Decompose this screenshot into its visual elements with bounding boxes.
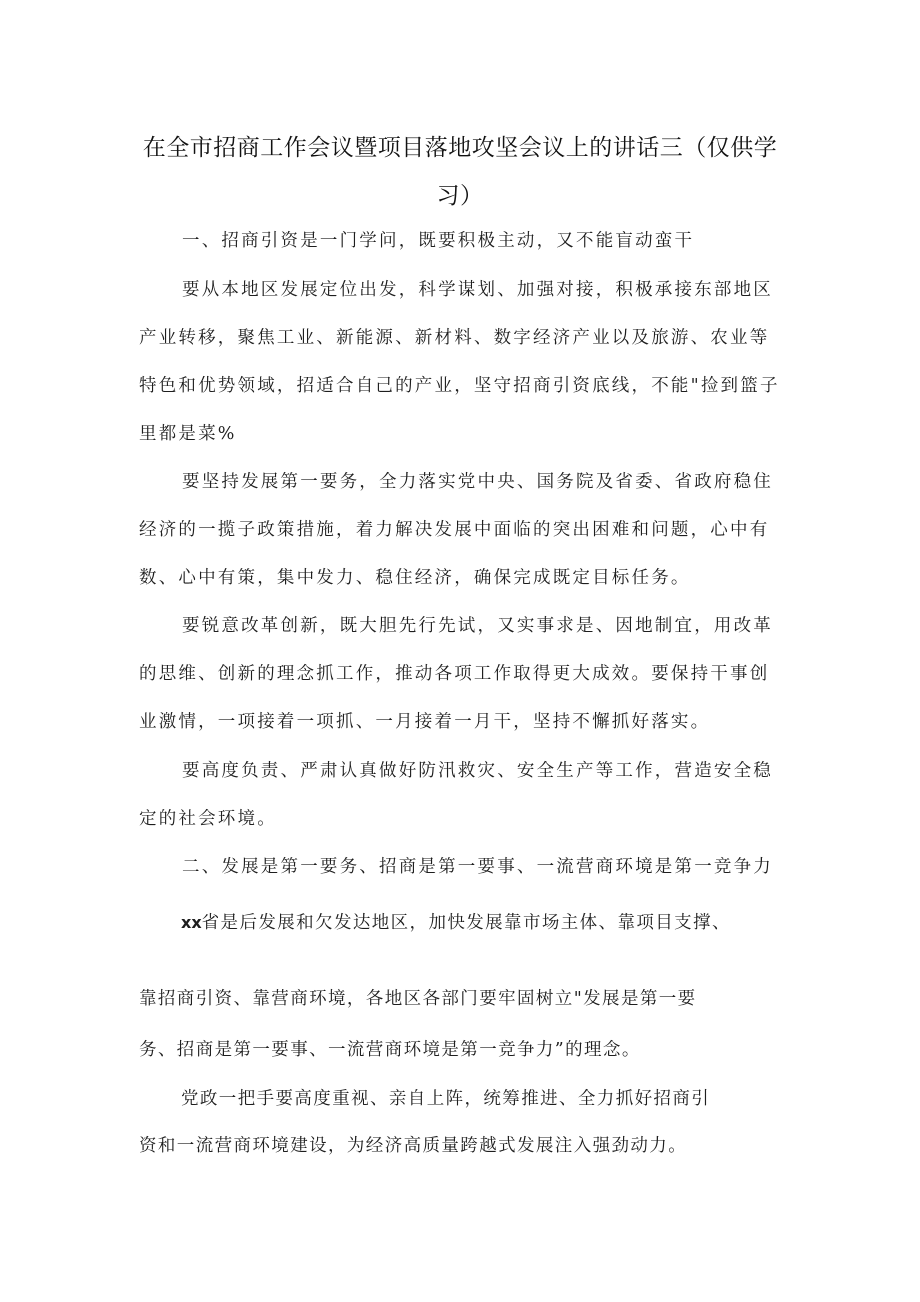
paragraph-5-line-1: [181, 908, 731, 938]
title-line-2: 习）: [436, 183, 484, 209]
paragraph-4-line-1: 要高度负责、严肃认真做好防汛救灾、安全生产等工作，营造安全稳: [182, 761, 773, 781]
paragraph-3-line-1: 要锐意改革创新，既大胆先行先试，又实事求是、因地制宜，用改革: [182, 616, 773, 636]
paragraph-1-line-1: 要从本地区发展定位出发，科学谋划、加强对接，积极承接东部地区: [182, 280, 773, 300]
paragraph-5-line-3: 务、招商是第一要事、一流营商环境是第一竞争力”的理念。: [139, 1040, 641, 1060]
paragraph-6-line-1: 党政一把手要高度重视、亲自上阵，统筹推进、全力抓好招商引: [181, 1089, 711, 1109]
province-placeholder: xx: [181, 913, 202, 932]
title-line-1: 在全市招商工作会议暨项目落地攻坚会议上的讲话三（仅供学: [142, 135, 778, 161]
document-title: [130, 124, 790, 220]
paragraph-2-line-3: 数、心中有策，集中发力、稳住经济，确保完成既定目标任务。: [139, 568, 691, 588]
paragraph-2-line-2: 经济的一揽子政策措施，着力解决发展中面临的突出困难和问题，心中有: [139, 520, 770, 540]
paragraph-1-line-3: 特色和优势领域，招适合自己的产业，坚守招商引资底线，不能"捡到篮子: [139, 376, 780, 396]
paragraph-4-line-2: 定的社会环境。: [139, 809, 277, 829]
paragraph-1-line-2: 产业转移，聚焦工业、新能源、新材料、数字经济产业以及旅游、农业等: [139, 328, 770, 348]
paragraph-2-line-1: 要坚持发展第一要务，全力落实党中央、国务院及省委、省政府稳住: [182, 472, 773, 492]
section-heading-1: 一、招商引资是一门学问，既要积极主动，又不能盲动蛮干: [182, 231, 695, 251]
paragraph-5-line-1-text: 省是后发展和欠发达地区，加快发展靠市场主体、靠项目支撑、: [201, 913, 731, 933]
paragraph-5-line-2: 靠招商引资、靠营商环境，各地区各部门要牢固树立"发展是第一要: [139, 989, 697, 1009]
paragraph-1-line-4: 里都是菜%: [139, 424, 237, 444]
section-heading-2: 二、发展是第一要务、招商是第一要事、一流营商环境是第一竞争力: [182, 857, 773, 877]
paragraph-3-line-2: 的思维、创新的理念抓工作，推动各项工作取得更大成效。要保持干事创: [139, 664, 770, 684]
paragraph-6-line-2: 资和一流营商环境建设，为经济高质量跨越式发展注入强劲动力。: [139, 1136, 688, 1156]
paragraph-3-line-3: 业激情，一项接着一项抓、一月接着一月干，坚持不懈抓好落实。: [139, 712, 711, 732]
